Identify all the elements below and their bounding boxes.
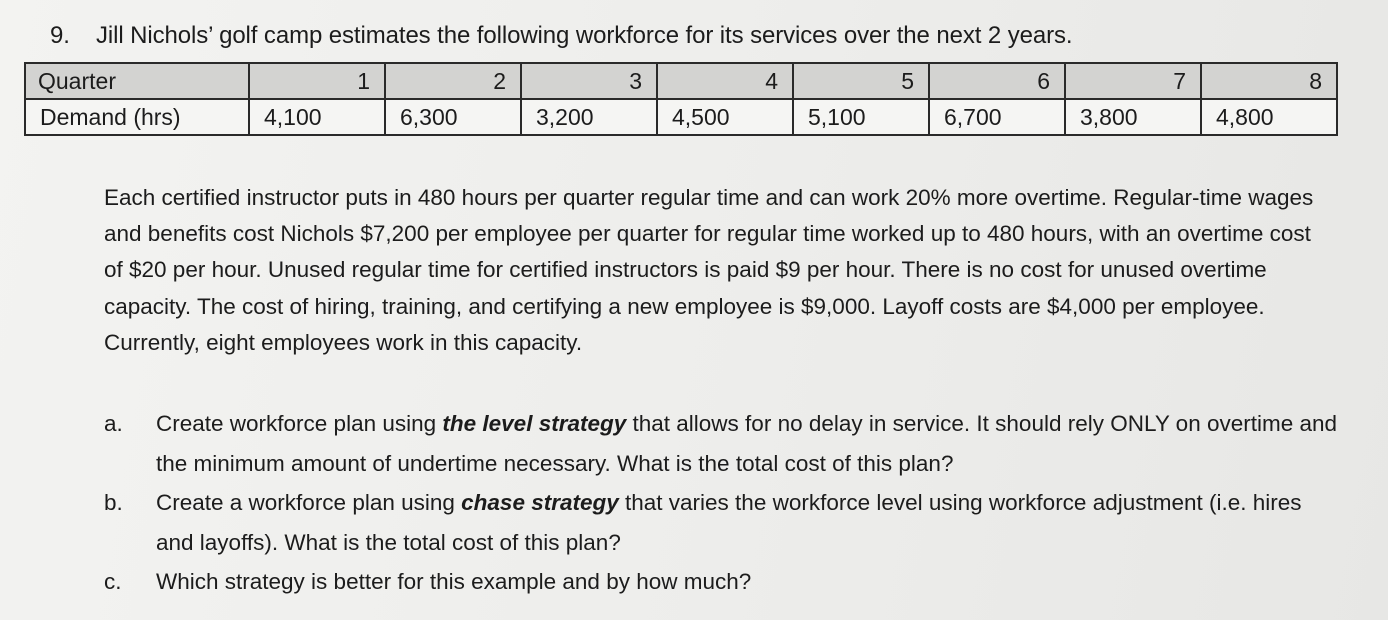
part-text-before: Which strategy is better for this example and by how much? xyxy=(156,569,752,594)
question-parts-list xyxy=(104,404,1344,602)
problem-description xyxy=(104,180,1334,361)
question-number: 9. xyxy=(50,22,70,49)
demand-cell: 5,100 xyxy=(793,99,929,135)
demand-cell: 3,200 xyxy=(521,99,657,135)
demand-cell: 4,800 xyxy=(1201,99,1337,135)
quarter-header-label: Quarter xyxy=(25,63,249,99)
part-marker: a. xyxy=(104,411,123,436)
workforce-demand-table xyxy=(24,62,1338,136)
problem-paragraph: Each certified instructor puts in 480 hours per quarter regular time and can work 20% more overtime. Regular-time wages and benefits cost Nichols $7,200 per employee per quarter for regular time worked up to 480 hours, with an overtime cost of $20 per hour. Unused regular time for certified instructors is paid $9 per hour. There is no cost for unused overtime capacity. The cost of hiring, training, and certifying a new employee is $9,000. Layoff costs are $4,000 per employee. Currently, eight employees work in this capacity. xyxy=(104,185,1314,355)
quarter-cell: 4 xyxy=(657,63,793,99)
part-text xyxy=(156,562,1344,602)
chase-strategy-emphasis: chase strategy xyxy=(461,490,619,515)
quarter-cell: 3 xyxy=(521,63,657,99)
quarter-cell: 1 xyxy=(249,63,385,99)
part-marker: b. xyxy=(104,490,123,515)
demand-cell: 4,500 xyxy=(657,99,793,135)
part-text-after: that allows for no delay in service. It should rely ONLY on overtime and the minimum amount of undertime necessary. What is the total cost of this plan? xyxy=(156,411,1338,476)
part-text-before: Create a workforce plan using xyxy=(156,490,462,515)
demand-cell: 6,700 xyxy=(929,99,1065,135)
demand-cell: 6,300 xyxy=(385,99,521,135)
quarter-row xyxy=(25,63,1337,99)
demand-cell: 3,800 xyxy=(1065,99,1201,135)
question-heading xyxy=(50,22,1072,50)
quarter-cell: 5 xyxy=(793,63,929,99)
part-marker: c. xyxy=(104,569,122,594)
demand-cell: 4,100 xyxy=(249,99,385,135)
question-part-c xyxy=(104,562,1344,602)
question-title: Jill Nichols’ golf camp estimates the following workforce for its services over the next 2 years. xyxy=(96,22,1073,49)
part-text xyxy=(156,404,1344,483)
part-text-before: Create workforce plan using xyxy=(156,411,443,436)
part-text xyxy=(156,483,1344,562)
demand-row-label: Demand (hrs) xyxy=(25,99,249,135)
quarter-cell: 6 xyxy=(929,63,1065,99)
question-part-a xyxy=(104,404,1344,483)
level-strategy-emphasis: the level strategy xyxy=(442,411,627,436)
part-text-after: that varies the workforce level using workforce adjustment (i.e. hires and layoffs). What is the total cost of this plan? xyxy=(156,490,1302,555)
quarter-cell: 7 xyxy=(1065,63,1201,99)
demand-row xyxy=(25,99,1337,135)
quarter-cell: 2 xyxy=(385,63,521,99)
question-part-b xyxy=(104,483,1344,562)
quarter-cell: 8 xyxy=(1201,63,1337,99)
